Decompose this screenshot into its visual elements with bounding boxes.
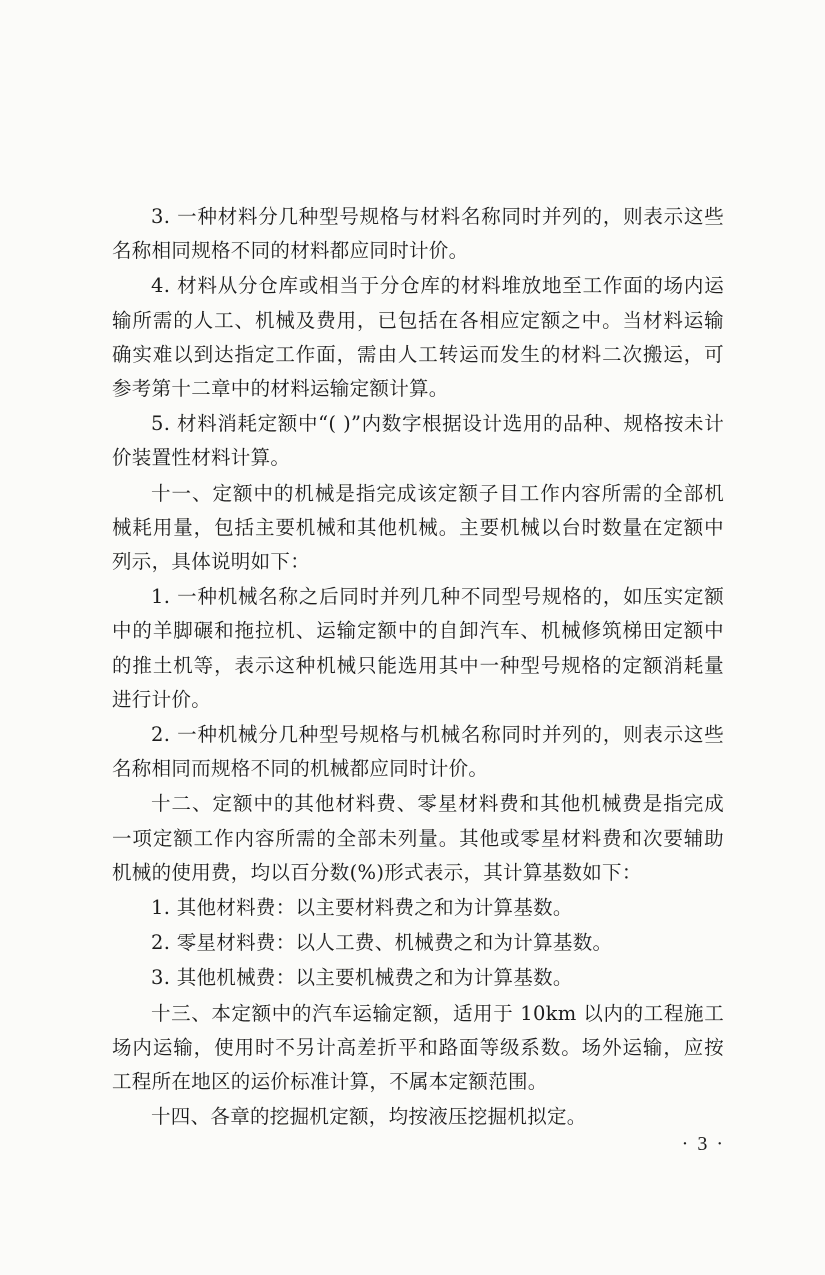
paragraph-section-14: 十四、各章的挖掘机定额，均按液压挖掘机拟定。 xyxy=(151,1105,587,1129)
paragraph-section-12: 十二、定额中的其他材料费、零星材料费和其他机械费是指完成一项定额工作内容所需的全部未列量。其他或零星材料费和次要辅助机械的使用费，均以百分数(%)形式表示，其计算基数如下： xyxy=(112,792,724,884)
paragraph-material-item-5: 5. 材料消耗定额中“( )”内数字根据设计选用的品种、规格按未计价装置性材料计算。 xyxy=(112,412,724,470)
paragraph-material-item-3: 3. 一种材料分几种型号规格与材料名称同时并列的，则表示这些名称相同规格不同的材料都应同时计价。 xyxy=(112,205,724,263)
body-text xyxy=(112,200,724,1135)
paragraph-material-item-4: 4. 材料从分仓库或相当于分仓库的材料堆放地至工作面的场内运输所需的人工、机械及费用，已包括在各相应定额之中。当材料运输确实难以到达指定工作面，需由人工转运而发生的材料二次搬运，可参考第十二章中的材料运输定额计算。 xyxy=(112,274,724,401)
paragraph-cost-item-1: 1. 其他材料费：以主要材料费之和为计算基数。 xyxy=(151,896,573,920)
paragraph-cost-item-3: 3. 其他机械费：以主要机械费之和为计算基数。 xyxy=(151,966,573,990)
paragraph-machine-item-2: 2. 一种机械分几种型号规格与机械名称同时并列的，则表示这些名称相同而规格不同的机械都应同时计价。 xyxy=(112,723,724,781)
paragraph-cost-item-2: 2. 零星材料费：以人工费、机械费之和为计算基数。 xyxy=(151,931,613,955)
page-number: · 3 · xyxy=(681,1133,725,1155)
paragraph-section-11: 十一、定额中的机械是指完成该定额子目工作内容所需的全部机械耗用量，包括主要机械和其他机械。主要机械以台时数量在定额中列示，具体说明如下： xyxy=(112,481,724,574)
paragraph-machine-item-1: 1. 一种机械名称之后同时并列几种不同型号规格的，如压实定额中的羊脚碾和拖拉机、运输定额中的自卸汽车、机械修筑梯田定额中的推土机等，表示这种机械只能选用其中一种型号规格的定额消耗量进行计价。 xyxy=(112,585,724,711)
paragraph-section-13: 十三、本定额中的汽车运输定额，适用于 10km 以内的工程施工场内运输，使用时不另计高差折平和路面等级系数。场外运输，应按工程所在地区的运价标准计算，不属本定额范围。 xyxy=(112,1001,724,1094)
